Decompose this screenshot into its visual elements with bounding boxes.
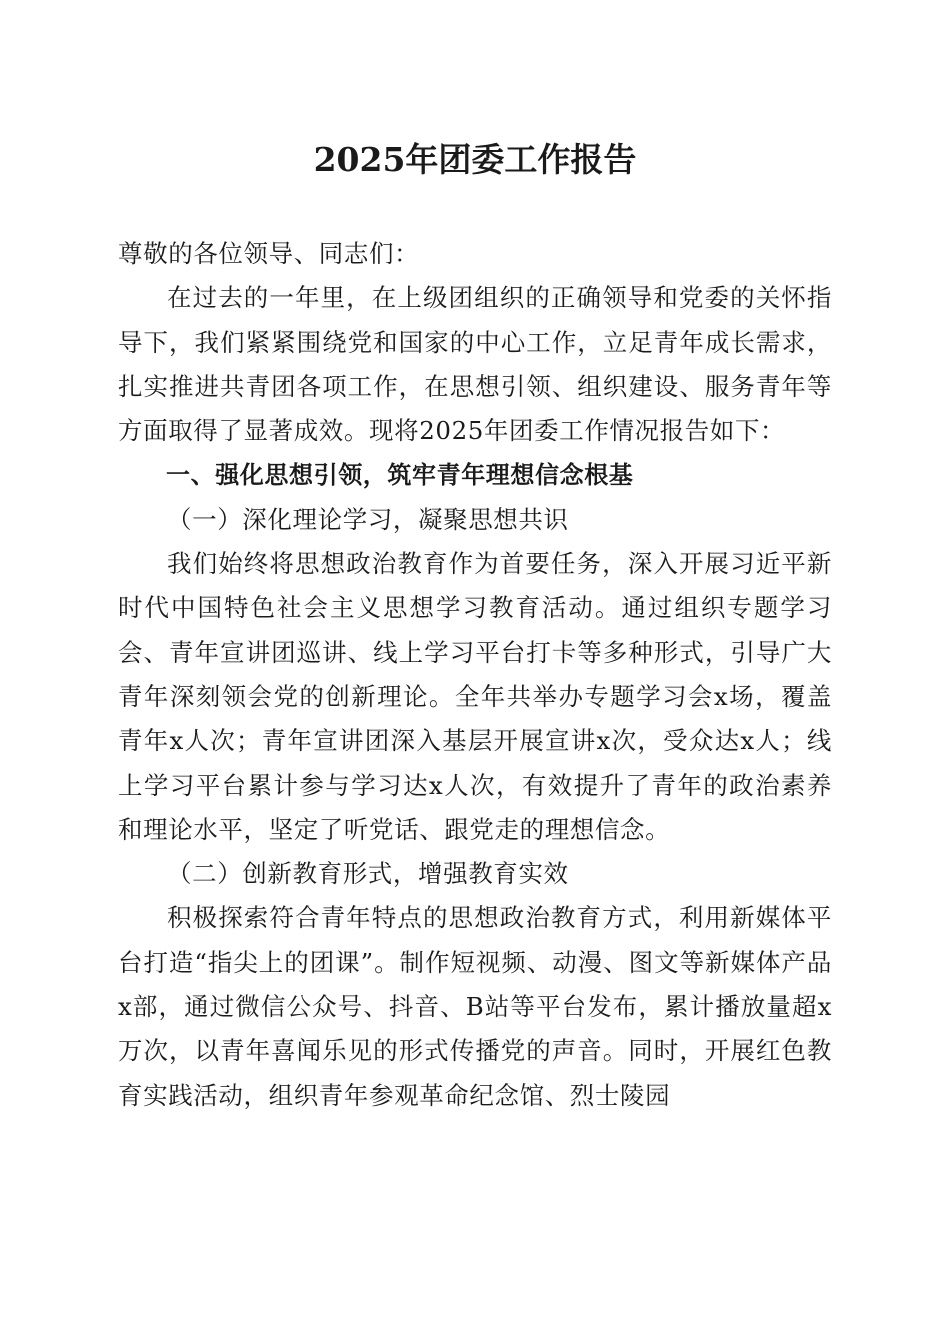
document-title: 2025年团委工作报告 <box>313 140 637 179</box>
subsection-2-heading: （二）创新教育形式，增强教育实效 <box>167 859 569 889</box>
section-1-heading: 一、强化思想引领，筑牢青年理想信念根基 <box>166 461 634 490</box>
subsection-1-heading: （一）深化理论学习，凝聚思想共识 <box>167 504 569 534</box>
subsection-1-paragraph: 我们始终将思想政治教育作为首要任务，深入开展习近平新时代中国特色社会主义思想学习教育活动。通过组织专题学习会、青年宣讲团巡讲、线上学习平台打卡等多种形式，引导广大青年深刻领会党的创新理论。全年共举办专题学习会x场，覆盖青年x人次；青年宣讲团深入基层开展宣讲x次，受众达x人；线上学习平台累计参与学习达x人次，有效提升了青年的政治素养和理论水平，坚定了听党话、跟党走的理想信念。 <box>118 549 832 844</box>
subsection-2-paragraph: 积极探索符合青年特点的思想政治教育方式，利用新媒体平台打造“指尖上的团课”。制作短视频、动漫、图文等新媒体产品x部，通过微信公众号、抖音、B站等平台发布，累计播放量超x万次，以青年喜闻乐见的形式传播党的声音。同时，开展红色教育实践活动，组织青年参观革命纪念馆、烈士陵园 <box>118 903 832 1110</box>
document-body <box>118 232 832 1118</box>
intro-paragraph: 在过去的一年里，在上级团组织的正确领导和党委的关怀指导下，我们紧紧围绕党和国家的中心工作，立足青年成长需求，扎实推进共青团各项工作，在思想引领、组织建设、服务青年等方面取得了显著成效。现将2025年团委工作情况报告如下： <box>118 283 832 446</box>
salutation: 尊敬的各位领导、同志们： <box>118 239 420 268</box>
